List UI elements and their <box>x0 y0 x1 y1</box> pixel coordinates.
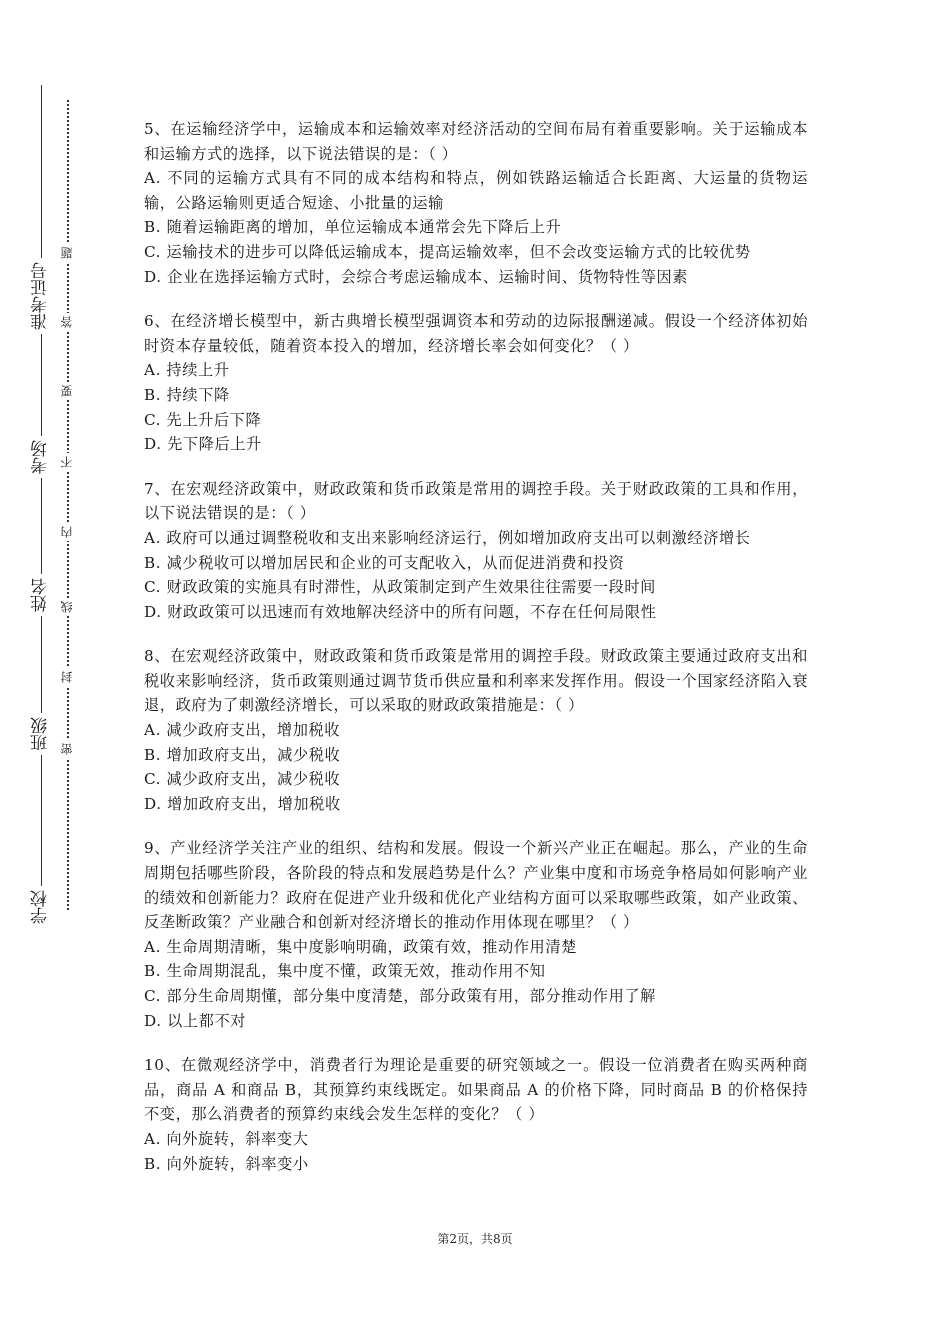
seal-char: 题 <box>60 244 74 262</box>
question-stem: 8、在宏观经济政策中，财政政策和货币政策是常用的调控手段。财政政策主要通过政府支出和税收来影响经济，货币政策则通过调节货币供应量和利率来发挥作用。假设一个国家经济陷入衰退，政府为了刺激经济增长，可以采取的财政政策措施是：（ ） <box>144 647 808 715</box>
option-c: C. 财政政策的实施具有时滞性，从政策制定到产生效果往往需要一段时间 <box>144 578 656 597</box>
binding-dotted-line <box>67 100 69 910</box>
option-c: C. 减少政府支出，减少税收 <box>144 770 341 789</box>
question-9 <box>144 836 808 1033</box>
seal-char: 答 <box>60 313 74 331</box>
name-label: 姓名 <box>22 574 60 616</box>
option-d: D. 以上都不对 <box>144 1011 247 1030</box>
question-7 <box>144 477 808 625</box>
option-b: B. 向外旋转，斜率变小 <box>144 1154 309 1173</box>
option-a: A. 持续上升 <box>144 361 230 380</box>
option-a: A. 减少政府支出，增加税收 <box>144 721 341 740</box>
question-5 <box>144 117 808 289</box>
option-d: D. 增加政府支出，增加税收 <box>144 794 341 813</box>
option-c: C. 部分生命周期懂，部分集中度清楚，部分政策有用，部分推动作用了解 <box>144 987 656 1005</box>
option-a: A. 政府可以通过调整税收和支出来影响经济运行，例如增加政府支出可以刺激经济增长 <box>144 528 751 547</box>
question-stem: 9、产业经济学关注产业的组织、结构和发展。假设一个新兴产业正在崛起。那么，产业的生命周期包括哪些阶段，各阶段的特点和发展趋势是什么？产业集中度和市场竞争格局如何影响产业的绩效和创新能力？政府在促进产业升级和优化产业结构方面可以采取哪些政策，如产业政策、反垄断政策？产业融合和创新对经济增长的推动作用体现在哪里？（ ） <box>144 839 808 932</box>
option-a: A. 不同的运输方式具有不同的成本结构和特点，例如铁路运输适合长距离、大运量的货物运输，公路运输则更适合短途、小批量的运输 <box>144 169 808 212</box>
option-c: C. 运输技术的进步可以降低运输成本，提高运输效率，但不会改变运输方式的比较优势 <box>144 242 751 261</box>
seal-char: 不 <box>60 453 74 471</box>
option-b: B. 生命周期混乱，集中度不懂，政策无效，推动作用不知 <box>144 962 546 981</box>
question-stem: 6、在经济增长模型中，新古典增长模型强调资本和劳动的边际报酬递减。假设一个经济体初始时资本存量较低，随着资本投入的增加，经济增长率会如何变化？（ ） <box>144 312 808 355</box>
binding-margin <box>0 0 110 1344</box>
option-d: D. 先下降后上升 <box>144 435 262 454</box>
page-footer: 第2页，共8页 <box>437 1232 513 1246</box>
exam-room-label: 考场 <box>22 436 60 478</box>
exam-number-label: 准考证号 <box>22 258 60 334</box>
option-b: B. 持续下降 <box>144 385 230 404</box>
option-d: D. 财政政策可以迅速而有效地解决经济中的所有问题，不存在任何局限性 <box>144 602 657 621</box>
seal-char: 要 <box>60 382 74 400</box>
binding-solid-line <box>41 85 42 925</box>
question-stem: 5、在运输经济学中，运输成本和运输效率对经济活动的空间布局有着重要影响。关于运输成本和运输方式的选择，以下说法错误的是：（ ） <box>144 120 808 163</box>
option-d: D. 企业在选择运输方式时，会综合考虑运输成本、运输时间、货物特性等因素 <box>144 267 689 286</box>
option-a: A. 生命周期清晰，集中度影响明确，政策有效，推动作用清楚 <box>144 937 577 956</box>
question-8 <box>144 644 808 816</box>
question-10 <box>144 1053 808 1176</box>
school-label: 学校 <box>22 886 60 928</box>
question-6 <box>144 309 808 457</box>
seal-char: 内 <box>60 523 74 541</box>
option-b: B. 随着运输距离的增加，单位运输成本通常会先下降后上升 <box>144 218 562 237</box>
option-c: C. 先上升后下降 <box>144 410 262 429</box>
question-list <box>144 117 808 1196</box>
seal-char: 密 <box>60 740 74 758</box>
class-label: 班级 <box>22 713 60 755</box>
question-stem: 7、在宏观经济政策中，财政政策和货币政策是常用的调控手段。关于财政政策的工具和作用，以下说法错误的是：（ ） <box>144 479 808 523</box>
option-a: A. 向外旋转，斜率变大 <box>144 1129 309 1148</box>
question-stem: 10、在微观经济学中，消费者行为理论是重要的研究领域之一。假设一位消费者在购买两种商品，商品 A 和商品 B，其预算约束线既定。如果商品 A 的价格下降，同时商品 B 的价格保持不变，那么消费者的预算约束线会发生怎样的变化？（ ） <box>144 1056 808 1124</box>
option-b: B. 增加政府支出，减少税收 <box>144 745 341 764</box>
seal-char: 封 <box>60 668 74 686</box>
option-b: B. 减少税收可以增加居民和企业的可支配收入，从而促进消费和投资 <box>144 553 625 572</box>
seal-char: 线 <box>60 598 74 616</box>
